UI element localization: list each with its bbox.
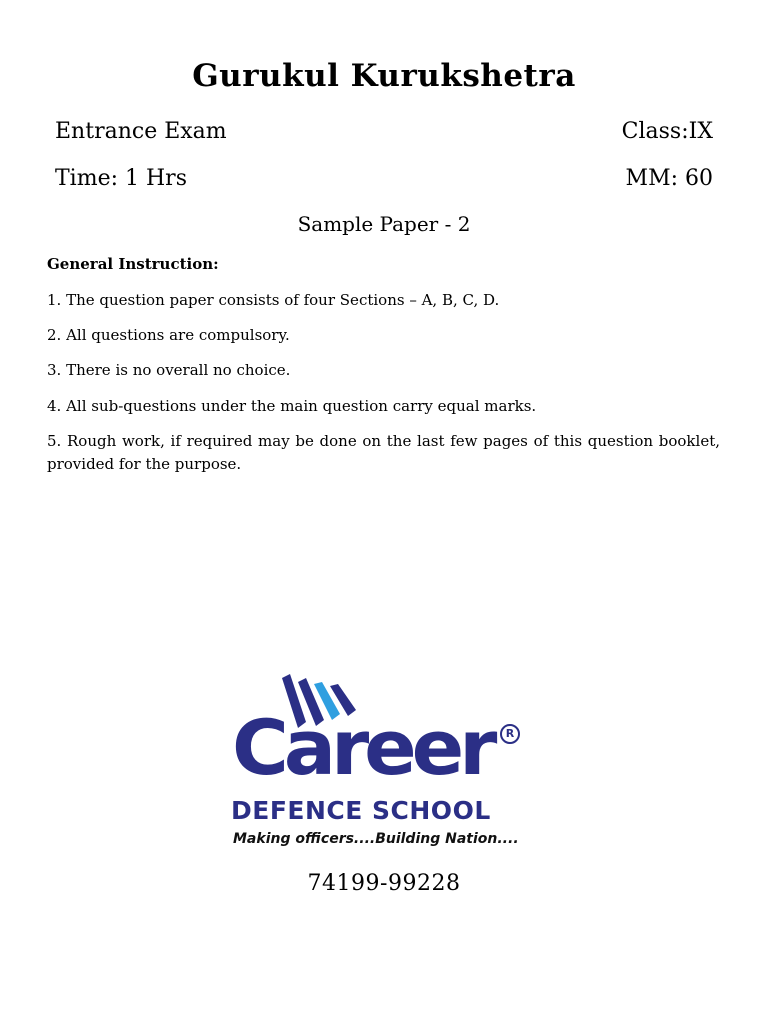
career-defence-school-logo	[228, 672, 558, 862]
class-label: Class:IX	[621, 119, 713, 144]
exam-name: Entrance Exam	[55, 119, 227, 144]
instruction-item: 5. Rough work, if required may be done on the last few pages of this question booklet, provided for the purpose.	[47, 432, 720, 473]
registered-mark: R	[500, 724, 520, 744]
document-title: Gurukul Kurukshetra	[192, 58, 576, 94]
contact-phone: 74199-99228	[307, 871, 461, 896]
instruction-item: 4. All sub-questions under the main question carry equal marks.	[47, 397, 537, 415]
instructions-heading: General Instruction:	[47, 255, 219, 273]
logo-subtitle: DEFENCE SCHOOL	[231, 796, 491, 825]
max-marks-label: MM: 60	[625, 166, 713, 191]
time-label: Time: 1 Hrs	[55, 166, 187, 191]
instruction-item: 3. There is no overall no choice.	[47, 361, 291, 379]
instruction-item: 1. The question paper consists of four Sections – A, B, C, D.	[47, 291, 500, 309]
logo-tagline: Making officers....Building Nation....	[233, 831, 519, 847]
paper-subtitle: Sample Paper - 2	[297, 212, 471, 236]
instruction-item: 2. All questions are compulsory.	[47, 326, 290, 344]
logo-wordmark: Career	[232, 703, 493, 792]
